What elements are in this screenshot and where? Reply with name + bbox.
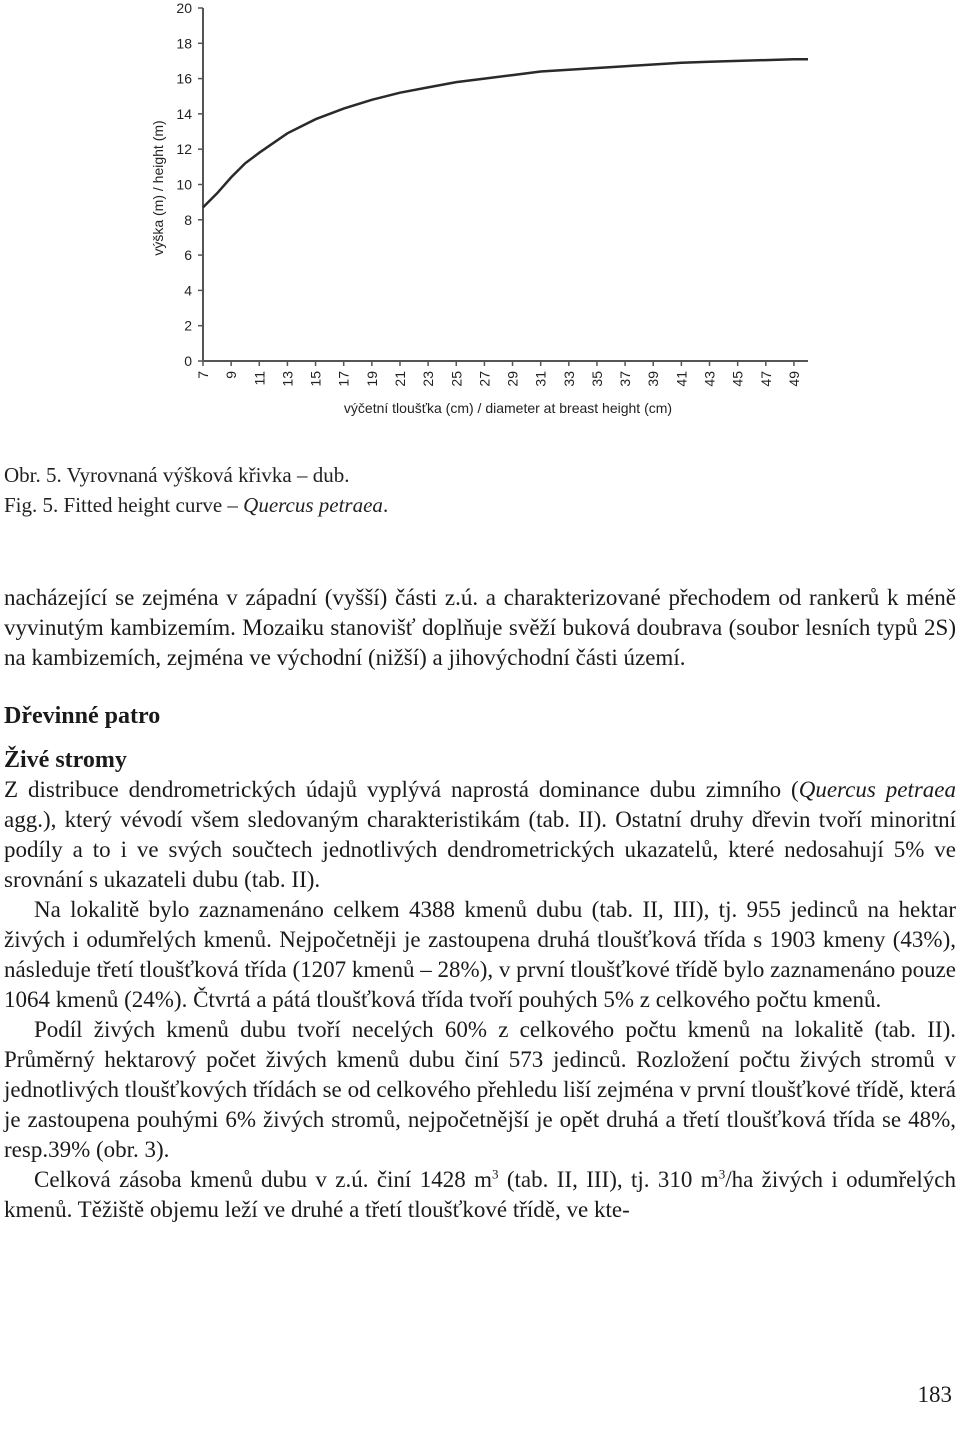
p1-text-a: Z distribuce dendrometrických údajů vyplývá naprostá dominance dubu zimního ( <box>4 777 799 802</box>
page-number: 183 <box>917 1382 952 1407</box>
x-tick-label: 39 <box>645 371 662 387</box>
subsection-heading: Živé stromy <box>4 747 127 773</box>
x-tick-label: 41 <box>673 371 690 387</box>
x-tick-label: 15 <box>307 371 324 387</box>
x-tick-label: 47 <box>757 371 774 387</box>
y-tick-label: 18 <box>176 35 192 52</box>
height-curve-chart <box>0 0 960 440</box>
p4-sup-2: 3 <box>718 1166 726 1182</box>
x-tick-label: 7 <box>195 371 211 379</box>
intro-paragraph: nacházející se zejména v západní (vyšší) části z.ú. a charakterizované přechodem od rankerů k méně vyvinutým kambizemím. Mozaiku stanovišť doplňuje svěží buková doubrava (soubor lesních typů 2S) na kambizemích, zejména ve východní (nižší) a jihovýchodní části území. <box>4 585 956 670</box>
caption-en-text: Fig. 5. Fitted height curve – <box>4 493 244 517</box>
x-tick-label: 49 <box>785 371 802 387</box>
p4-text-b: (tab. II, III), tj. 310 m <box>498 1167 719 1192</box>
x-axis-title: výčetní tloušťka (cm) / diameter at breast height (cm) <box>343 400 673 416</box>
x-tick-label: 33 <box>560 371 577 387</box>
y-tick-label: 2 <box>184 317 192 334</box>
paragraph-3: Podíl živých kmenů dubu tvoří necelých 60% z celkového počtu kmenů na lokalitě (tab. II). Průměrný hektarový počet živých kmenů dubu činí 573 jedinců. Rozložení počtu živých stromů v jednotlivých tloušťkových třídách se od celkového přehledu liší zejména v první tloušťkové třídě, která je zastoupena pouhými 6% živých stromů, nejpočetnější je opět druhá a třetí tloušťková třída se 48%, resp.39% (obr. 3). <box>4 1017 956 1162</box>
x-tick-label: 11 <box>251 371 268 386</box>
x-tick-label: 21 <box>391 371 408 387</box>
y-axis-title: výška (m) / height (m) <box>150 120 166 256</box>
p4-sup-1: 3 <box>491 1166 499 1182</box>
p1-species: Quercus petraea <box>798 777 956 802</box>
y-tick-label: 12 <box>176 141 192 158</box>
figure-caption-en <box>4 490 388 520</box>
y-tick-label: 6 <box>184 247 192 264</box>
article-body <box>4 583 956 1225</box>
y-tick-label: 14 <box>176 105 192 122</box>
p4-text-a: Celková zásoba kmenů dubu v z.ú. činí 1428 m <box>34 1167 492 1192</box>
x-tick-label: 29 <box>504 371 521 387</box>
y-tick-label: 20 <box>176 0 192 16</box>
caption-en-end: . <box>382 493 389 517</box>
section-heading: Dřevinné patro <box>4 703 161 729</box>
paragraph-1 <box>4 775 956 895</box>
x-tick-label: 23 <box>420 371 437 387</box>
x-tick-label: 19 <box>363 371 380 387</box>
caption-en-species: Quercus petraea <box>243 493 383 517</box>
y-tick-label: 4 <box>184 282 192 299</box>
x-tick-label: 43 <box>701 371 718 387</box>
y-tick-label: 8 <box>184 211 192 228</box>
y-tick-label: 10 <box>176 176 192 193</box>
figure-caption-cz: Obr. 5. Vyrovnaná výšková křivka – dub. <box>4 463 350 487</box>
x-tick-label: 17 <box>335 371 352 387</box>
x-tick-label: 45 <box>729 371 746 387</box>
x-tick-label: 35 <box>588 371 605 387</box>
paragraph-4 <box>4 1165 956 1225</box>
x-tick-label: 37 <box>617 371 634 387</box>
p1-text-b: agg.), který vévodí všem sledovaným charakteristikám (tab. II). Ostatní druhy dřevin tvoří minoritní podíly a to i ve svých součtech jednotlivých dendrometrických ukazatelů, které nedosahují 5% ve srovnání s ukazateli dubu (tab. II). <box>4 807 956 892</box>
paragraph-2: Na lokalitě bylo zaznamenáno celkem 4388 kmenů dubu (tab. II, III), tj. 955 jedinců na hektar živých i odumřelých kmenů. Nejpočetněji je zastoupena druhá tloušťková třída s 1903 kmeny (43%), následuje třetí tloušťková třída (1207 kmenů – 28%), v první tloušťkové třídě bylo zaznamenáno pouze 1064 kmenů (24%). Čtvrtá a pátá tloušťková třída tvoří pouhých 5% z celkového počtu kmenů. <box>4 897 956 1012</box>
x-tick-label: 25 <box>448 371 465 387</box>
height-curve-line <box>203 59 808 207</box>
x-tick-label: 31 <box>532 371 549 387</box>
y-tick-label: 0 <box>184 353 192 369</box>
p4-text-c: /ha živých i odumřelých kmenů. Těžiště objemu leží ve druhé a třetí tloušťkové třídě, ve kte- <box>4 1167 956 1222</box>
x-tick-label: 9 <box>223 371 240 379</box>
x-tick-label: 27 <box>476 371 493 387</box>
y-tick-label: 16 <box>176 70 192 87</box>
x-tick-label: 13 <box>279 371 296 387</box>
